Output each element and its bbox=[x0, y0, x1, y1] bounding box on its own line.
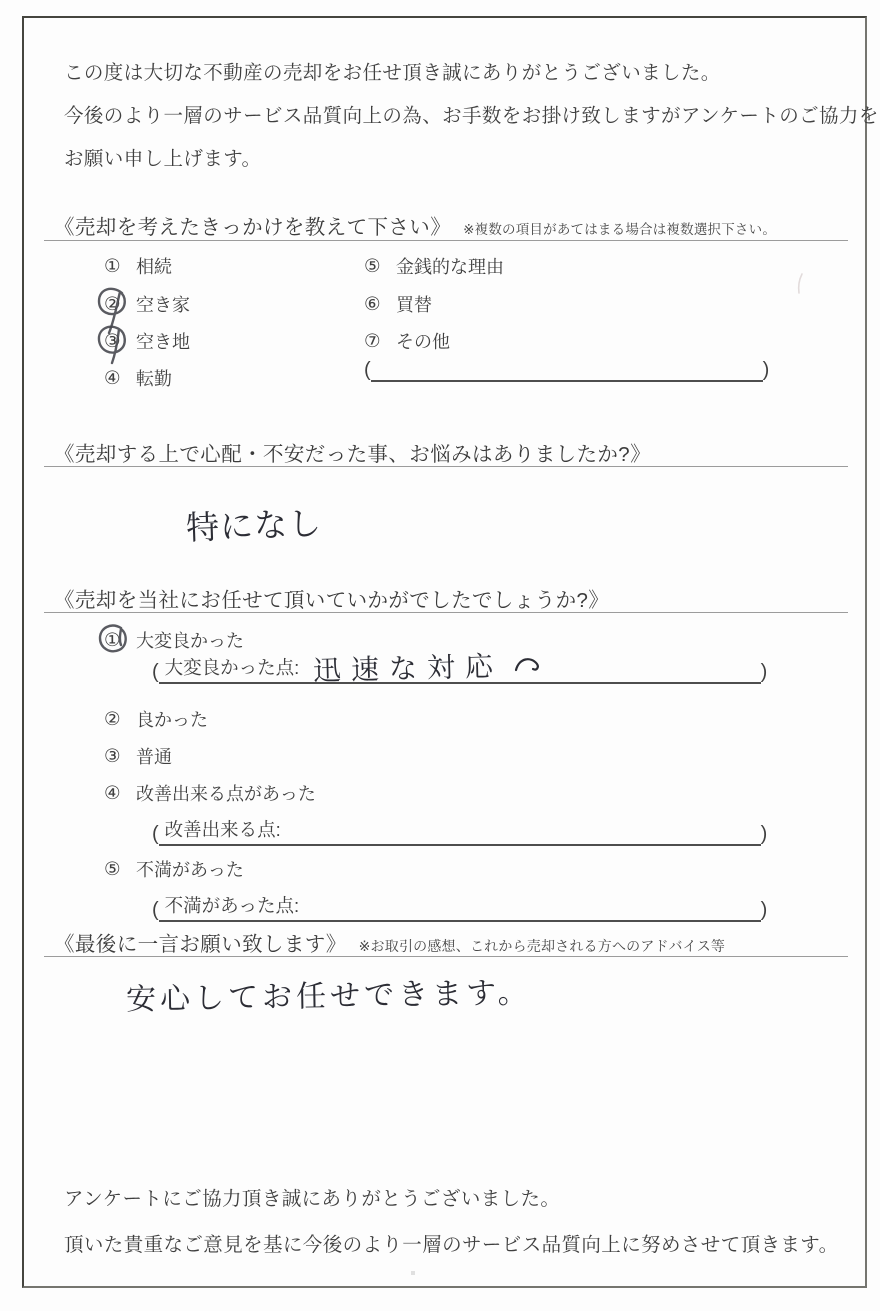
question1-title: 《売却を考えたきっかけを教えて下さい》 bbox=[54, 216, 452, 239]
survey-closing bbox=[64, 1176, 839, 1268]
q1-option-financial bbox=[364, 253, 504, 279]
option-number bbox=[104, 330, 126, 352]
option-number: ③ bbox=[104, 745, 121, 766]
section-divider bbox=[44, 466, 848, 467]
q3-subfield-good-point bbox=[152, 650, 768, 687]
fill-in-line bbox=[371, 358, 763, 382]
intro-line: 今後のより一層のサービス品質向上の為、お手数をお掛け致しますがアンケートのご協力を bbox=[64, 105, 879, 127]
intro-line: この度は大切な不動産の売却をお任せ頂き誠にありがとうございました。 bbox=[64, 62, 721, 84]
handwritten-answer-final: 安心してお任せできます。 bbox=[125, 976, 532, 1017]
option-number: ④ bbox=[104, 367, 121, 388]
closing-line: 頂いた貴重なご意見を基に今後のより一層のサービス品質向上に努めさせて頂きます。 bbox=[64, 1234, 839, 1256]
option-number bbox=[104, 293, 126, 315]
option-number-glyph: ① bbox=[104, 629, 121, 650]
option-label: 金銭的な理由 bbox=[396, 257, 504, 277]
option-label: 相続 bbox=[136, 257, 172, 277]
q3-option-normal bbox=[104, 743, 172, 769]
scan-artifact bbox=[792, 272, 808, 296]
open-paren: ( bbox=[152, 823, 159, 845]
handwritten-answer-q3: 迅速な対応 bbox=[312, 650, 504, 687]
closing-line: アンケートにご協力頂き誠にありがとうございました。 bbox=[64, 1188, 561, 1210]
option-number bbox=[104, 629, 126, 651]
close-paren: ) bbox=[760, 661, 768, 683]
option-label: その他 bbox=[396, 332, 450, 352]
q1-option-vacant-house bbox=[104, 291, 190, 317]
open-paren: ( bbox=[152, 661, 159, 683]
option-number: ② bbox=[104, 708, 121, 729]
subfield-label: 不満があった点: bbox=[164, 895, 300, 916]
question1-note: ※複数の項目があてはまる場合は複数選択下さい。 bbox=[463, 222, 777, 237]
fill-in-line bbox=[159, 816, 761, 846]
survey-intro bbox=[64, 52, 879, 181]
pen-flourish-icon bbox=[513, 654, 543, 674]
question2-title: 《売却する上で心配・不安だった事、お悩みはありましたか?》 bbox=[54, 443, 651, 466]
q1-option-inheritance bbox=[104, 253, 172, 279]
option-label: 良かった bbox=[136, 710, 208, 730]
option-label: 転勤 bbox=[136, 369, 172, 389]
subfield-label: 改善出来る点: bbox=[164, 819, 281, 840]
question3-heading-row bbox=[54, 583, 609, 613]
option-number: ⑤ bbox=[104, 858, 121, 879]
final-note: ※お取引の感想、これから売却される方へのアドバイス等 bbox=[358, 938, 726, 954]
close-paren: ) bbox=[762, 359, 770, 381]
fill-in-line bbox=[159, 892, 761, 922]
intro-line: お願い申し上げます。 bbox=[64, 148, 262, 170]
close-paren: ) bbox=[760, 899, 768, 921]
option-number: ⑥ bbox=[364, 293, 381, 314]
option-number: ⑤ bbox=[364, 255, 381, 276]
option-number: ① bbox=[104, 255, 121, 276]
open-paren: ( bbox=[364, 359, 371, 381]
q3-option-improvable bbox=[104, 780, 316, 806]
q3-subfield-improvement-point bbox=[152, 816, 767, 846]
scan-artifact bbox=[411, 1271, 415, 1275]
question3-title: 《売却を当社にお任せて頂いていかがでしたでしょうか?》 bbox=[54, 589, 610, 612]
close-paren: ) bbox=[760, 823, 768, 845]
q3-option-very-good bbox=[104, 627, 244, 653]
q3-option-dissatisfied bbox=[104, 856, 244, 882]
option-label: 普通 bbox=[136, 747, 172, 767]
final-title: 《最後に一言お願い致します》 bbox=[54, 933, 347, 956]
question1-heading-row bbox=[54, 210, 776, 240]
option-label: 不満があった bbox=[136, 860, 244, 880]
section-divider bbox=[44, 956, 848, 957]
question2-heading-row bbox=[54, 437, 651, 467]
option-number: ④ bbox=[104, 782, 121, 803]
q1-option-other bbox=[364, 328, 450, 354]
option-label: 空き家 bbox=[136, 295, 190, 315]
q1-option-vacant-lot bbox=[104, 328, 190, 354]
q3-subfield-dissatisfaction-point bbox=[152, 892, 767, 922]
q1-other-write-in-blank bbox=[364, 358, 769, 382]
fill-in-line bbox=[159, 650, 761, 687]
open-paren: ( bbox=[152, 899, 159, 921]
option-label: 空き地 bbox=[136, 332, 190, 352]
final-heading-row bbox=[54, 927, 725, 957]
option-number-glyph: ② bbox=[104, 293, 121, 314]
handwritten-answer-q2: 特になし bbox=[185, 504, 323, 547]
q1-option-job-transfer bbox=[104, 365, 172, 391]
option-label: 買替 bbox=[396, 295, 432, 315]
option-number: ⑦ bbox=[364, 330, 381, 351]
option-label: 大変良かった bbox=[136, 631, 244, 651]
q1-option-replacement bbox=[364, 291, 432, 317]
option-number-glyph: ③ bbox=[104, 330, 121, 351]
option-label: 改善出来る点があった bbox=[136, 784, 316, 804]
q3-option-good bbox=[104, 706, 208, 732]
subfield-label: 大変良かった点: bbox=[164, 657, 300, 678]
section-divider bbox=[44, 612, 848, 613]
section-divider bbox=[44, 240, 848, 241]
